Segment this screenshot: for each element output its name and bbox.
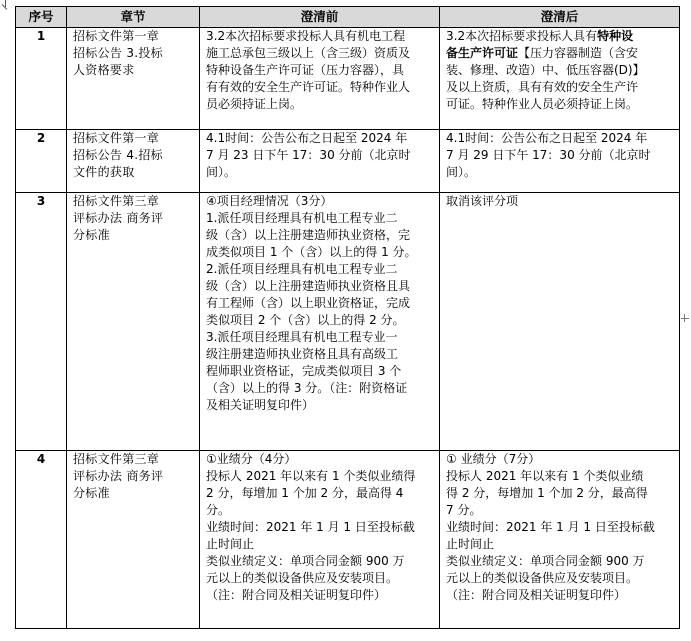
clarification-table	[15, 6, 680, 629]
after-text-end: 【压力容器制造（含安 装、修理、改造）中、低压容器(D)】 及以上资质，具有有效的安全生产许 可证。特种作业人员必须持证上岗。	[446, 46, 645, 111]
side-margin-mark-icon	[681, 314, 689, 322]
section-line: 人资格要求	[73, 63, 135, 77]
section-line: 分标准	[73, 486, 110, 500]
section-line: 招标文件第一章	[73, 131, 160, 145]
header-section: 章节	[67, 7, 200, 28]
section-line: 文件的获取	[73, 165, 135, 179]
corner-move-handle-icon	[2, 0, 10, 8]
row-number: 2	[16, 130, 67, 193]
table-row	[16, 451, 680, 629]
row-after-text: 4.1时间：公告公布之日起至 2024 年 7 月 29 日下午 17：30 分前（北京时 间）。	[440, 130, 680, 193]
row-section	[67, 193, 200, 451]
row-before-text: 4.1时间：公告公布之日起至 2024 年 7 月 23 日下午 17：30 分前（北京时 间）。	[200, 130, 440, 193]
section-line: 评标办法 商务评	[73, 211, 164, 225]
row-number: 3	[16, 193, 67, 451]
section-line: 招标公告 3.投标	[73, 46, 163, 60]
section-line: 评标办法 商务评	[73, 469, 164, 483]
clarification-table-wrapper	[15, 6, 679, 629]
after-text-bold: 特种设 备生产许可证	[446, 29, 634, 60]
header-after: 澄清后	[440, 7, 680, 28]
row-before-text: ④项目经理情况（3分） 1.派任项目经理具有机电工程专业二 级（含）以上注册建造师执业资格，完 成类似项目 1 个（含）以上的得 1 分。 2.派任项目经理具有机电工程专业二 级（含）以上注册建造师执业资格且具 有工程师（含）以上职业资格证，完成 类似项目 2 个（含）以上的得 2 分。 3.派任项目经理具有机电工程专业一 级注册建造师执业资格且具有高级工 程师职业资格证，完成类似项目 3 个 （含）以上的得 3 分。（注：附资格证 及相关证明复印件）	[200, 193, 440, 451]
section-line: 招标公告 4.招标	[73, 148, 163, 162]
row-section	[67, 451, 200, 629]
header-before: 澄清前	[200, 7, 440, 28]
row-before-text: 3.2本次招标要求投标人具有机电工程 施工总承包三级以上（含三级）资质及 特种设备生产许可证（压力容器），具 有有效的安全生产许可证。特种作业人 员必须持证上岗。	[200, 28, 440, 130]
table-row	[16, 28, 680, 130]
table-row	[16, 193, 680, 451]
section-line: 招标文件第三章	[73, 194, 160, 208]
row-after-text: ① 业绩分（7分） 投标人 2021 年以来有 1 个类似业绩 得 2 分，每增加 1 个加 2 分，最高得 7 分。 业绩时间：2021 年 1 月 1 日至投标截 止时间止 类似业绩定义：单项合同金额 900 万 元以上的类似设备供应及安装项目。 （注：附合同及相关证明复印件）	[440, 451, 680, 629]
row-after-text	[440, 28, 680, 130]
after-text-start: 3.2本次招标要求投标人具有	[446, 29, 598, 43]
table-row	[16, 130, 680, 193]
row-section	[67, 130, 200, 193]
section-line: 招标文件第一章	[73, 29, 160, 43]
table-header-row	[16, 7, 680, 28]
row-before-text: ①业绩分（4分） 投标人 2021 年以来有 1 个类似业绩得 2 分，每增加 1 个加 2 分，最高得 4 分。 业绩时间：2021 年 1 月 1 日至投标截 止时间止 类似业绩定义：单项合同金额 900 万 元以上的类似设备供应及安装项目。 （注：附合同及相关证明复印件）	[200, 451, 440, 629]
row-number: 4	[16, 451, 67, 629]
row-section	[67, 28, 200, 130]
header-index: 序号	[16, 7, 67, 28]
row-after-text: 取消该评分项	[440, 193, 680, 451]
section-line: 招标文件第三章	[73, 452, 160, 466]
row-number: 1	[16, 28, 67, 130]
section-line: 分标准	[73, 228, 110, 242]
